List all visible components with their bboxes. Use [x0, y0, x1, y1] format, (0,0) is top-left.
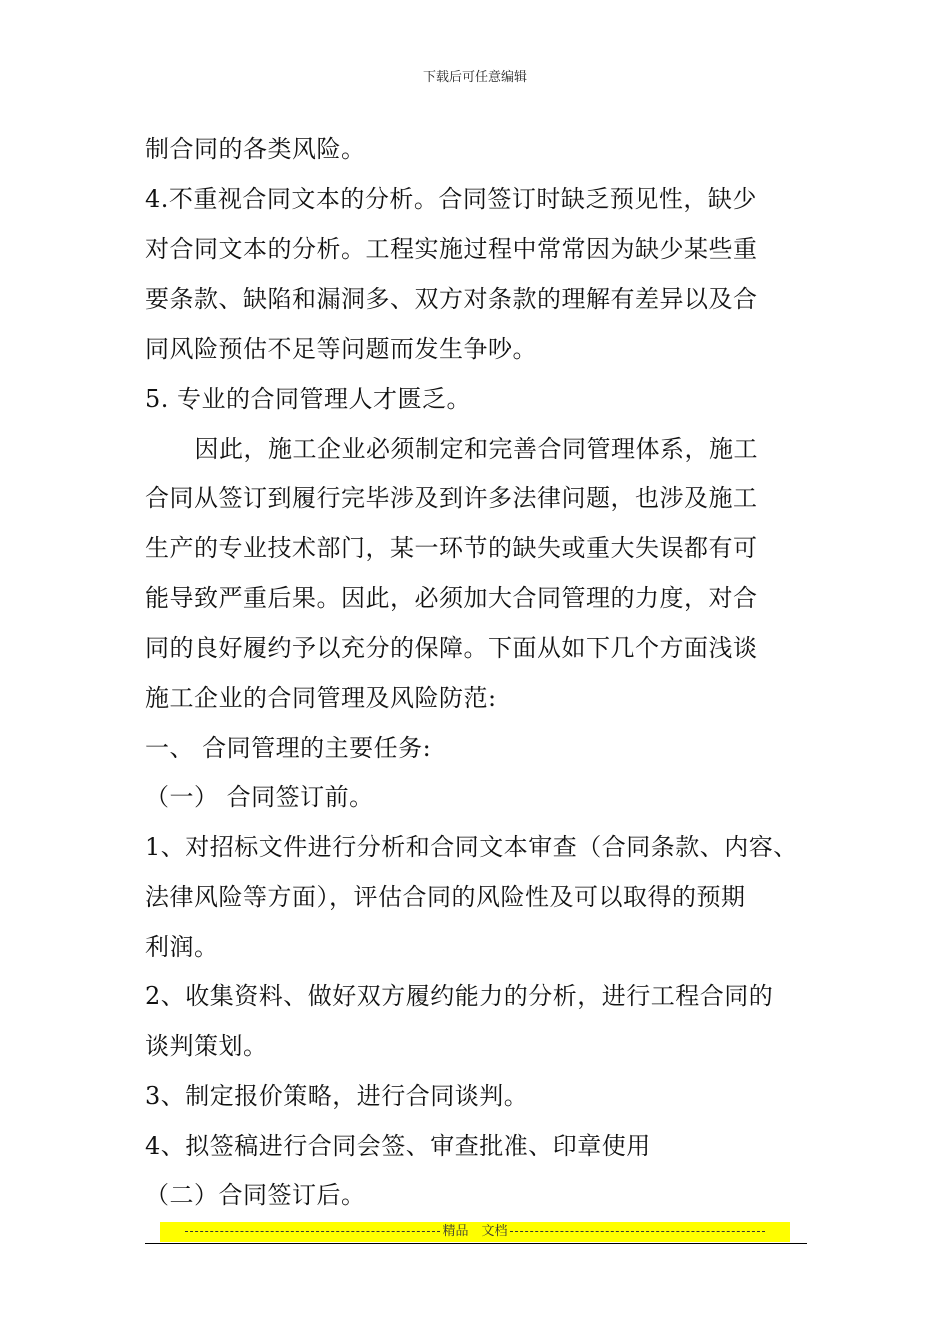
- footer-banner: [160, 1222, 790, 1242]
- footer-label: 精品 文档: [442, 1224, 508, 1239]
- page-header: 下载后可任意编辑: [422, 70, 527, 85]
- body-line: 同的良好履约予以充分的保障。下面从如下几个方面浅谈: [145, 634, 758, 662]
- body-line: 1、对招标文件进行分析和合同文本审查（合同条款、内容、: [145, 833, 798, 861]
- body-line: 合同从签订到履行完毕涉及到许多法律问题，也涉及施工: [145, 484, 758, 512]
- body-line: （一） 合同签订前。: [145, 783, 374, 811]
- body-line: 一、 合同管理的主要任务:: [145, 734, 432, 762]
- body-line: 要条款、缺陷和漏洞多、双方对条款的理解有差异以及合: [145, 285, 758, 313]
- footer-dashes-left: [185, 1231, 440, 1232]
- body-line: 因此，施工企业必须制定和完善合同管理体系，施工: [170, 435, 758, 463]
- body-line: 能导致严重后果。因此，必须加大合同管理的力度，对合: [145, 584, 758, 612]
- body-line: 谈判策划。: [145, 1032, 268, 1060]
- body-line: 5. 专业的合同管理人才匮乏。: [145, 385, 472, 413]
- footer-dashes-right: [510, 1231, 765, 1232]
- body-line: （二）合同签订后。: [145, 1181, 366, 1209]
- body-line: 法律风险等方面），评估合同的风险性及可以取得的预期: [145, 883, 746, 911]
- body-line: 4、拟签稿进行合同会签、审查批准、印章使用: [145, 1132, 651, 1160]
- body-line: 利润。: [145, 933, 219, 961]
- body-line: 制合同的各类风险。: [145, 135, 366, 163]
- body-line: 4.不重视合同文本的分析。合同签订时缺乏预见性，缺少: [145, 185, 757, 213]
- footer-rule: [145, 1243, 807, 1244]
- body-line: 施工企业的合同管理及风险防范:: [145, 684, 497, 712]
- body-line: 3、制定报价策略，进行合同谈判。: [145, 1082, 529, 1110]
- body-line: 2、收集资料、做好双方履约能力的分析，进行工程合同的: [145, 982, 774, 1010]
- body-line: 生产的专业技术部门，某一环节的缺失或重大失误都有可: [145, 534, 758, 562]
- body-line: 同风险预估不足等问题而发生争吵。: [145, 335, 537, 363]
- body-line: 对合同文本的分析。工程实施过程中常常因为缺少某些重: [145, 235, 758, 263]
